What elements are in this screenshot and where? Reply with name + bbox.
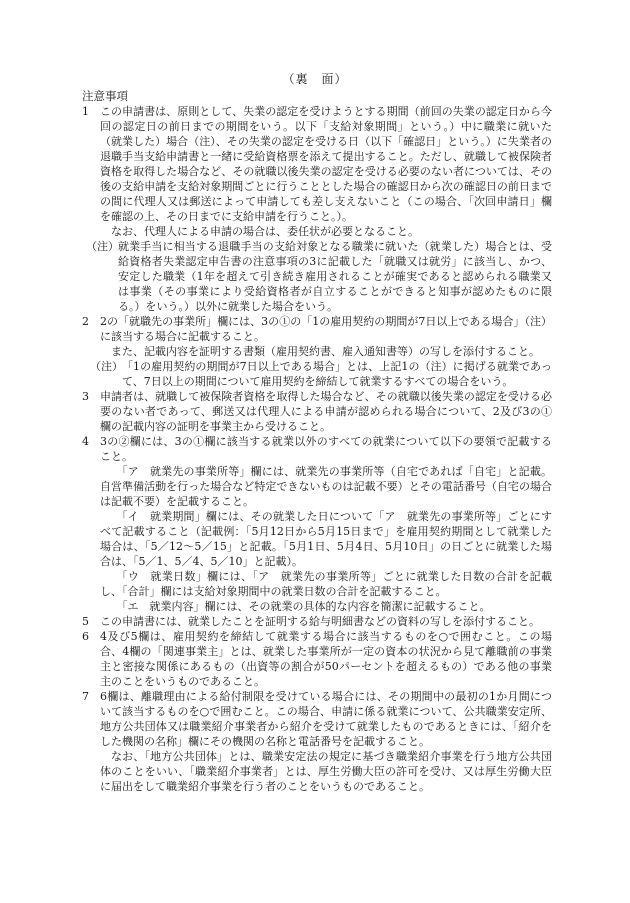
note-item-6	[82, 629, 552, 689]
item-text: 4及び5欄は、雇用契約を締結して就業する場合に該当するものを○で囲むこと。この場合、4欄の「関連事業主」とは、就業した事業所が一定の資本の状況から見て離職前の事業主と密接な関係にあるもの（出資等の割合が50パーセントを超えるもの）である他の事業主のことをいうものであること。	[100, 630, 552, 688]
item-text: 申請者は、就職して被保険者資格を取得した場合など、その就職以後失業の認定を受ける必要のない者であって、郵送又は代理人による申請が認められる場合について、2及び3の①欄の記載内容の証明を事業主から受けること。	[100, 390, 552, 433]
item-number: 2	[82, 315, 89, 328]
item-2-para2: また、記載内容を証明する書類（雇用契約書、雇入通知書等）の写しを添付すること。	[111, 345, 540, 358]
item-7-para2: なお、「地方公共団体」とは、職業安定法の規定に基づき職業紹介事業を行う地方公共団体のことをいい、「職業紹介事業者」とは、厚生労働大臣の許可を受け、又は厚生労働大臣に届出をして職業紹介事業を行う者のことをいうものであること。	[100, 750, 552, 793]
item-1-para2: なお、代理人による申請の場合は、委任状が必要となること。	[111, 225, 419, 238]
item-text: 3の②欄には、3の①欄に該当する就業以外のすべての就業について以下の要領で記載すること。	[100, 435, 552, 463]
item-2-note	[82, 359, 552, 389]
item-4-sub-d: 「エ 就業内容」欄には、その就業の具体的な内容を簡潔に記載すること。	[116, 600, 491, 613]
item-text: 6欄は、離職理由による給付制限を受けている場合には、その期間中の最初の1か月間について該当するものを○で囲むこと。この場合、申請に係る就業について、公共職業安定所、地方公共団体又は職業紹介事業者から紹介を受けて就業したものであるときには、「紹介をした機関の名称」欄にその機関の名称と電話番号を記載すること。	[100, 690, 552, 748]
item-number: 7	[82, 690, 89, 703]
item-number: 1	[82, 105, 89, 118]
notes-heading: 注意事項	[82, 89, 128, 103]
notes-body	[82, 104, 552, 794]
note-item-7	[82, 689, 552, 749]
item-number: 3	[82, 390, 89, 403]
item-text: この申請書は、原則として、失業の認定を受けようとする期間（前回の失業の認定日から今回の認定日の前日までの期間をいう。以下「支給対象期間」という。）中に職業に就いた（就業した）場合（注）、その失業の認定を受ける日（以下「確認日」という。）に失業者の退職手当支給申請書と一緒に受給資格票を添えて提出すること。ただし、就職して被保険者資格を取得した場合など、その就職以後失業の認定を受ける必要のない者については、その後の支給申請を支給対象期間ごとに行うこととした場合の確認日から次の確認日の前日までの間に代理人又は郵送によって申請しても差し支えないこと（この場合、「次回申請日」欄を確認の上、その日までに支給申請を行うこと。）。	[100, 105, 552, 223]
note-text: 就業手当に相当する退職手当の支給対象となる職業に就いた（就業した）場合とは、受給資格者失業認定申告書の注意事項の3に記載した「就職又は就労」に該当し、かつ、安定した職業（1年を超えて引き続き雇用されることが確実であると認められる職業又は事業（その事業により受給資格者が自立することができると知事が認めたものに限る。）をいう。）以外に就業した場合をいう。	[118, 240, 552, 313]
item-1-note	[82, 239, 552, 314]
note-label: （注）	[90, 360, 123, 373]
item-text: この申請書には、就業したことを証明する給与明細書などの資料の写しを添付すること。	[100, 615, 540, 628]
item-number: 5	[82, 615, 89, 628]
page-title: （裏 面）	[282, 72, 348, 86]
item-text: 2の「就職先の事業所」欄には、3の①の「1の雇用契約の期間が7日以上である場合」（注）に該当する場合に記載すること。	[100, 315, 552, 343]
note-item-1	[82, 104, 552, 224]
item-number: 6	[82, 630, 89, 643]
item-4-sub-a: 「ア 就業先の事業所等」欄には、就業先の事業所等（自宅であれば「自宅」と記載。自営準備活動を行った場合など特定できないものは記載不要）とその電話番号（自宅の場合は記載不要）を記載すること。	[100, 465, 552, 508]
note-text: 「1の雇用契約の期間が7日以上である場合」とは、上記1の（注）に掲げる就業であって、7日以上の期間について雇用契約を締結して就業するすべての場合をいう。	[122, 360, 552, 388]
item-4-sub-c: 「ウ 就業日数」欄には、「ア 就業先の事業所等」ごとに就業した日数の合計を記載し、「合計」欄には支給対象期間中の就業日数の合計を記載すること。	[100, 570, 552, 598]
item-number: 4	[82, 435, 89, 448]
item-4-sub-b: 「イ 就業期間」欄には、その就業した日について「ア 就業先の事業所等」ごとにすべて記載すること（記載例：「5月12日から5月15日まで」を雇用契約期間として就業した場合は、「5／12～5／15」と記載。「5月1日、5月4日、5月10日」の日ごとに就業した場合は、「5／1、5／4、5／10」と記載）。	[100, 510, 552, 568]
note-item-4	[82, 434, 552, 464]
note-item-3	[82, 389, 552, 434]
note-label: （注）	[86, 240, 119, 253]
note-item-5	[82, 614, 552, 629]
note-item-2	[82, 314, 552, 344]
